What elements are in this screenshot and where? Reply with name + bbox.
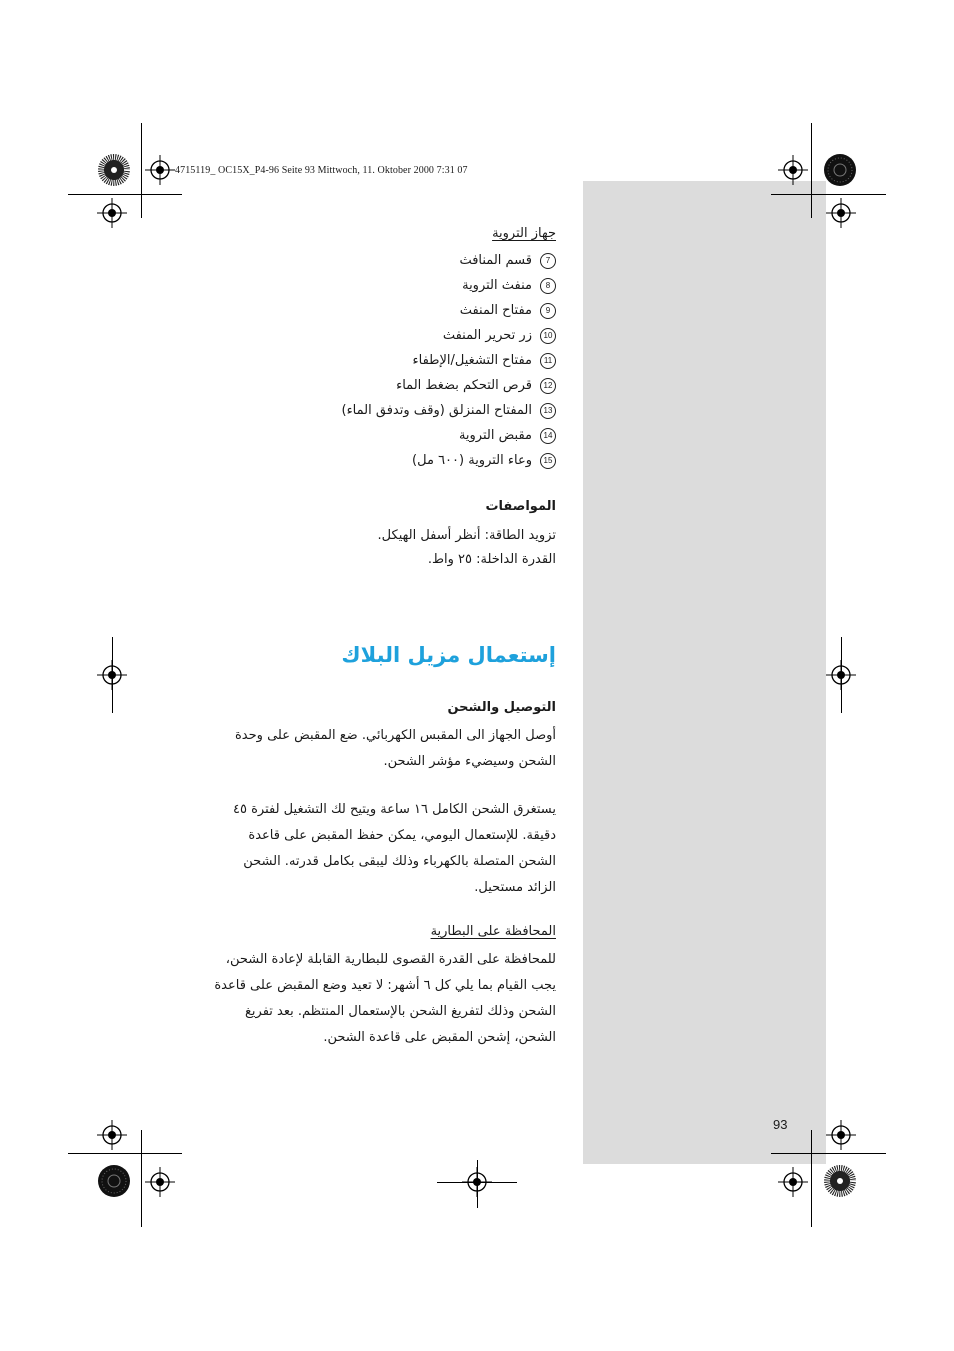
trim-line <box>811 1130 812 1227</box>
star-target-icon <box>823 153 857 187</box>
trim-line <box>771 1153 886 1154</box>
trim-line <box>811 123 812 218</box>
item-number: 13 <box>540 403 556 419</box>
item-number: 10 <box>540 328 556 344</box>
list-item <box>342 298 557 323</box>
charging-paragraph: أوصل الجهاز الى المقبس الكهربائي. ضع المقبض على وحدة الشحن وسيضيء مؤشر الشحن. <box>235 728 556 769</box>
registration-mark-icon <box>145 1167 175 1197</box>
trim-line <box>68 1153 182 1154</box>
list-item <box>342 273 557 298</box>
item-number: 15 <box>540 453 556 469</box>
item-number: 9 <box>540 303 556 319</box>
list-item <box>342 348 557 373</box>
list-item <box>342 448 557 473</box>
item-number: 12 <box>540 378 556 394</box>
item-number: 7 <box>540 253 556 269</box>
charging-paragraph: يستغرق الشحن الكامل ١٦ ساعة ويتيح لك التشغيل لفترة ٤٥ دقيقة. للإستعمال اليومي، يمكن حفظ المقبض على قاعدة الشحن المتصلة بالكهرباء وذلك ليبقى بكامل قدرته. الشحن الزائد مستحيل. <box>233 802 556 895</box>
spec-line: القدرة الداخلة: ٢٥ واط. <box>427 552 556 567</box>
registration-mark-icon <box>826 198 856 228</box>
item-number: 11 <box>540 353 556 369</box>
item-label: مفتاح المنفث <box>459 303 532 318</box>
item-number: 8 <box>540 278 556 294</box>
side-panel <box>583 181 826 1164</box>
registration-mark-icon <box>97 1120 127 1150</box>
specs-title: المواصفات <box>485 499 556 514</box>
print-slug: 4715119_ OC15X_P4-96 Seite 93 Mittwoch, 11. Oktober 2000 7:31 07 <box>175 165 468 176</box>
battery-paragraph: للمحافظة على القدرة القصوى للبطارية القابلة لإعادة الشحن، يجب القيام بما يلي كل ٦ أشهر: لا تعيد وضع المقبض على قاعدة الشحن وذلك لتفريغ الشحن بالإستعمال المنتظم. بعد تفريغ الشحن، إشحن المقبض على قاعدة الشحن. <box>214 952 556 1045</box>
trim-line <box>68 194 182 195</box>
item-label: منفث التروية <box>462 278 532 293</box>
list-item <box>342 248 557 273</box>
item-label: المفتاح المنزلق (وقف وتدفق الماء) <box>341 403 532 418</box>
registration-mark-icon <box>826 1120 856 1150</box>
list-item <box>342 323 557 348</box>
star-target-icon <box>97 153 131 187</box>
irrigator-title: جهاز التروية <box>492 226 556 241</box>
trim-line <box>477 1160 478 1208</box>
item-label: زر تحرير المنفث <box>442 328 532 343</box>
trim-line <box>771 194 886 195</box>
registration-mark-icon <box>826 660 856 690</box>
item-label: قسم المنافث <box>459 253 532 268</box>
battery-title: المحافظة على البطارية <box>430 924 556 939</box>
irrigator-parts-list <box>342 248 557 473</box>
charging-title: التوصيل والشحن <box>447 700 556 715</box>
item-label: مقبض التروية <box>458 428 532 443</box>
spec-line: تزويد الطاقة: أنظر أسفل الهيكل. <box>377 528 556 543</box>
trim-line <box>141 1130 142 1227</box>
item-label: قرص التحكم بضغط الماء <box>396 378 532 393</box>
star-target-icon <box>97 1164 131 1198</box>
item-label: وعاء التروية (٦٠٠ مل) <box>412 453 532 468</box>
trim-line <box>141 123 142 218</box>
registration-mark-icon <box>97 198 127 228</box>
item-label: مفتاح التشغيل/الإطفاء <box>412 353 532 368</box>
star-target-icon <box>823 1164 857 1198</box>
registration-mark-icon <box>778 1167 808 1197</box>
list-item <box>342 373 557 398</box>
page-number: 93 <box>773 1117 788 1132</box>
item-number: 14 <box>540 428 556 444</box>
list-item <box>342 398 557 423</box>
main-heading: إستعمال مزيل البلاك <box>341 643 556 667</box>
registration-mark-icon <box>145 155 175 185</box>
registration-mark-icon <box>97 660 127 690</box>
registration-mark-icon <box>778 155 808 185</box>
list-item <box>342 423 557 448</box>
